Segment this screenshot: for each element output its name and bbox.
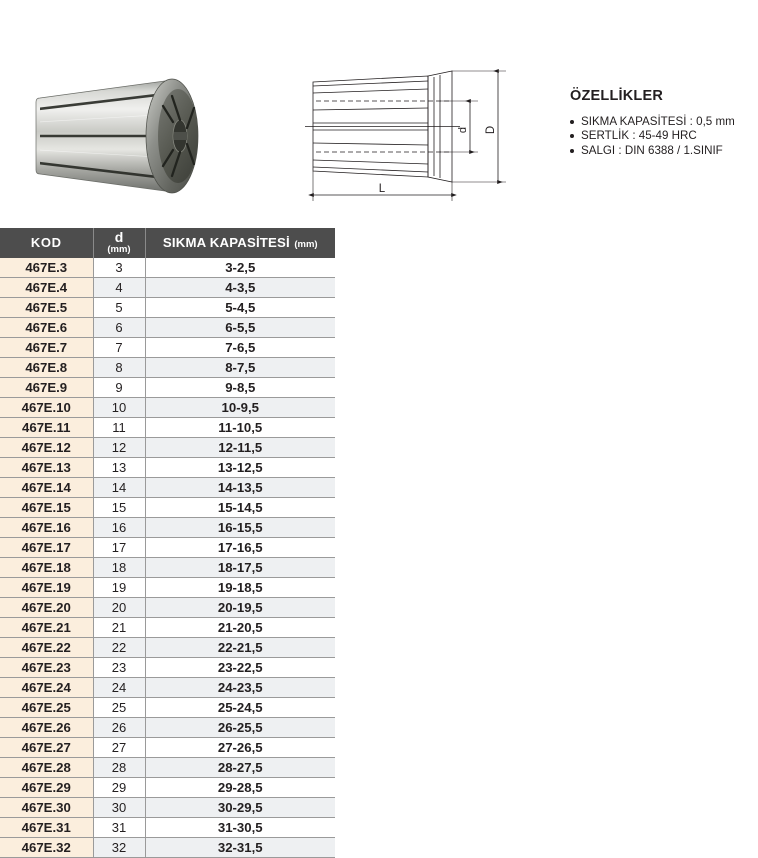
cell-d: 8 (93, 358, 145, 378)
table-row (0, 258, 335, 278)
table-row (0, 698, 335, 718)
product-photo (22, 62, 240, 210)
cell-kod: 467E.5 (0, 298, 93, 318)
list-item (570, 129, 756, 143)
cell-kod: 467E.29 (0, 778, 93, 798)
table-row (0, 458, 335, 478)
table-row (0, 398, 335, 418)
cell-kod: 467E.9 (0, 378, 93, 398)
bullet-icon (570, 149, 574, 153)
cell-kod: 467E.26 (0, 718, 93, 738)
cell-d: 3 (93, 258, 145, 278)
cell-d: 9 (93, 378, 145, 398)
table-row (0, 718, 335, 738)
cell-d: 20 (93, 598, 145, 618)
table-row (0, 738, 335, 758)
cell-kod: 467E.28 (0, 758, 93, 778)
cell-d: 7 (93, 338, 145, 358)
cell-kod: 467E.8 (0, 358, 93, 378)
cell-d: 19 (93, 578, 145, 598)
table-row (0, 498, 335, 518)
technical-drawing (300, 55, 520, 207)
cell-kod: 467E.22 (0, 638, 93, 658)
cell-d: 28 (93, 758, 145, 778)
column-header-kod (0, 228, 93, 258)
cell-kod: 467E.27 (0, 738, 93, 758)
cell-d: 31 (93, 818, 145, 838)
cell-cap: 6-5,5 (145, 318, 335, 338)
cell-cap: 29-28,5 (145, 778, 335, 798)
cell-d: 30 (93, 798, 145, 818)
table-row (0, 438, 335, 458)
cell-cap: 10-9,5 (145, 398, 335, 418)
column-header-capacity-label: SIKMA KAPASİTESİ (162, 235, 290, 250)
cell-cap: 17-16,5 (145, 538, 335, 558)
table-row (0, 578, 335, 598)
table-body (0, 258, 335, 858)
cell-kod: 467E.7 (0, 338, 93, 358)
drawing-label-D: D (485, 125, 497, 135)
cell-d: 5 (93, 298, 145, 318)
cell-d: 29 (93, 778, 145, 798)
cell-kod: 467E.15 (0, 498, 93, 518)
table-row (0, 558, 335, 578)
bullet-icon (570, 134, 574, 138)
cell-kod: 467E.16 (0, 518, 93, 538)
cell-kod: 467E.11 (0, 418, 93, 438)
cell-cap: 27-26,5 (145, 738, 335, 758)
cell-cap: 31-30,5 (145, 818, 335, 838)
cell-kod: 467E.31 (0, 818, 93, 838)
cell-cap: 7-6,5 (145, 338, 335, 358)
cell-cap: 23-22,5 (145, 658, 335, 678)
table-row (0, 378, 335, 398)
table-row (0, 838, 335, 858)
cell-kod: 467E.14 (0, 478, 93, 498)
cell-kod: 467E.25 (0, 698, 93, 718)
table-row (0, 678, 335, 698)
cell-cap: 24-23,5 (145, 678, 335, 698)
cell-cap: 15-14,5 (145, 498, 335, 518)
column-header-capacity (145, 228, 335, 258)
cell-cap: 28-27,5 (145, 758, 335, 778)
cell-d: 21 (93, 618, 145, 638)
cell-cap: 25-24,5 (145, 698, 335, 718)
column-header-d-unit: (mm) (107, 244, 131, 255)
cell-d: 26 (93, 718, 145, 738)
cell-cap: 9-8,5 (145, 378, 335, 398)
cell-cap: 14-13,5 (145, 478, 335, 498)
cell-kod: 467E.32 (0, 838, 93, 858)
cell-kod: 467E.24 (0, 678, 93, 698)
cell-cap: 18-17,5 (145, 558, 335, 578)
cell-d: 18 (93, 558, 145, 578)
specifications-list (570, 115, 756, 158)
table-row (0, 338, 335, 358)
column-header-kod-label: KOD (30, 235, 62, 250)
column-header-d-label: d (114, 229, 124, 245)
cell-cap: 5-4,5 (145, 298, 335, 318)
cell-d: 23 (93, 658, 145, 678)
cell-kod: 467E.10 (0, 398, 93, 418)
cell-cap: 11-10,5 (145, 418, 335, 438)
table-row (0, 478, 335, 498)
cell-cap: 22-21,5 (145, 638, 335, 658)
table-row (0, 358, 335, 378)
column-header-d (93, 228, 145, 258)
table-row (0, 658, 335, 678)
cell-kod: 467E.19 (0, 578, 93, 598)
table-row (0, 598, 335, 618)
cell-kod: 467E.18 (0, 558, 93, 578)
table-header-row (0, 228, 335, 258)
cell-cap: 19-18,5 (145, 578, 335, 598)
specifications-panel (570, 88, 756, 158)
table-row (0, 278, 335, 298)
table-row (0, 318, 335, 338)
spec-text: SALGI : DIN 6388 / 1.SINIF (581, 143, 723, 157)
cell-kod: 467E.30 (0, 798, 93, 818)
table-row (0, 418, 335, 438)
cell-cap: 20-19,5 (145, 598, 335, 618)
cell-cap: 8-7,5 (145, 358, 335, 378)
list-item (570, 115, 756, 129)
drawing-label-d: d (457, 126, 469, 134)
cell-kod: 467E.4 (0, 278, 93, 298)
cell-d: 4 (93, 278, 145, 298)
cell-kod: 467E.21 (0, 618, 93, 638)
table-row (0, 298, 335, 318)
product-specification-table (0, 228, 335, 858)
cell-kod: 467E.3 (0, 258, 93, 278)
cell-d: 27 (93, 738, 145, 758)
cell-cap: 16-15,5 (145, 518, 335, 538)
cell-d: 6 (93, 318, 145, 338)
cell-cap: 32-31,5 (145, 838, 335, 858)
cell-d: 13 (93, 458, 145, 478)
bullet-icon (570, 120, 574, 124)
table-row (0, 518, 335, 538)
cell-d: 12 (93, 438, 145, 458)
cell-d: 25 (93, 698, 145, 718)
cell-d: 17 (93, 538, 145, 558)
cell-kod: 467E.23 (0, 658, 93, 678)
cell-d: 16 (93, 518, 145, 538)
table-row (0, 618, 335, 638)
table-row (0, 818, 335, 838)
cell-kod: 467E.12 (0, 438, 93, 458)
cell-d: 32 (93, 838, 145, 858)
cell-kod: 467E.17 (0, 538, 93, 558)
cell-d: 10 (93, 398, 145, 418)
cell-kod: 467E.13 (0, 458, 93, 478)
spec-text: SERTLİK : 45-49 HRC (581, 129, 697, 143)
list-item (570, 144, 756, 158)
drawing-label-L: L (378, 183, 386, 195)
cell-d: 11 (93, 418, 145, 438)
cell-d: 14 (93, 478, 145, 498)
cell-cap: 4-3,5 (145, 278, 335, 298)
cell-cap: 12-11,5 (145, 438, 335, 458)
table-row (0, 538, 335, 558)
cell-cap: 30-29,5 (145, 798, 335, 818)
column-header-capacity-unit: (mm) (294, 239, 318, 250)
cell-cap: 21-20,5 (145, 618, 335, 638)
table-row (0, 778, 335, 798)
cell-cap: 3-2,5 (145, 258, 335, 278)
table-row (0, 798, 335, 818)
table-row (0, 638, 335, 658)
cell-kod: 467E.20 (0, 598, 93, 618)
cell-d: 24 (93, 678, 145, 698)
cell-d: 15 (93, 498, 145, 518)
table-row (0, 758, 335, 778)
specifications-title: ÖZELLİKLER (570, 88, 664, 104)
spec-text: SIKMA KAPASİTESİ : 0,5 mm (581, 115, 735, 128)
cell-d: 22 (93, 638, 145, 658)
cell-kod: 467E.6 (0, 318, 93, 338)
cell-cap: 13-12,5 (145, 458, 335, 478)
cell-cap: 26-25,5 (145, 718, 335, 738)
